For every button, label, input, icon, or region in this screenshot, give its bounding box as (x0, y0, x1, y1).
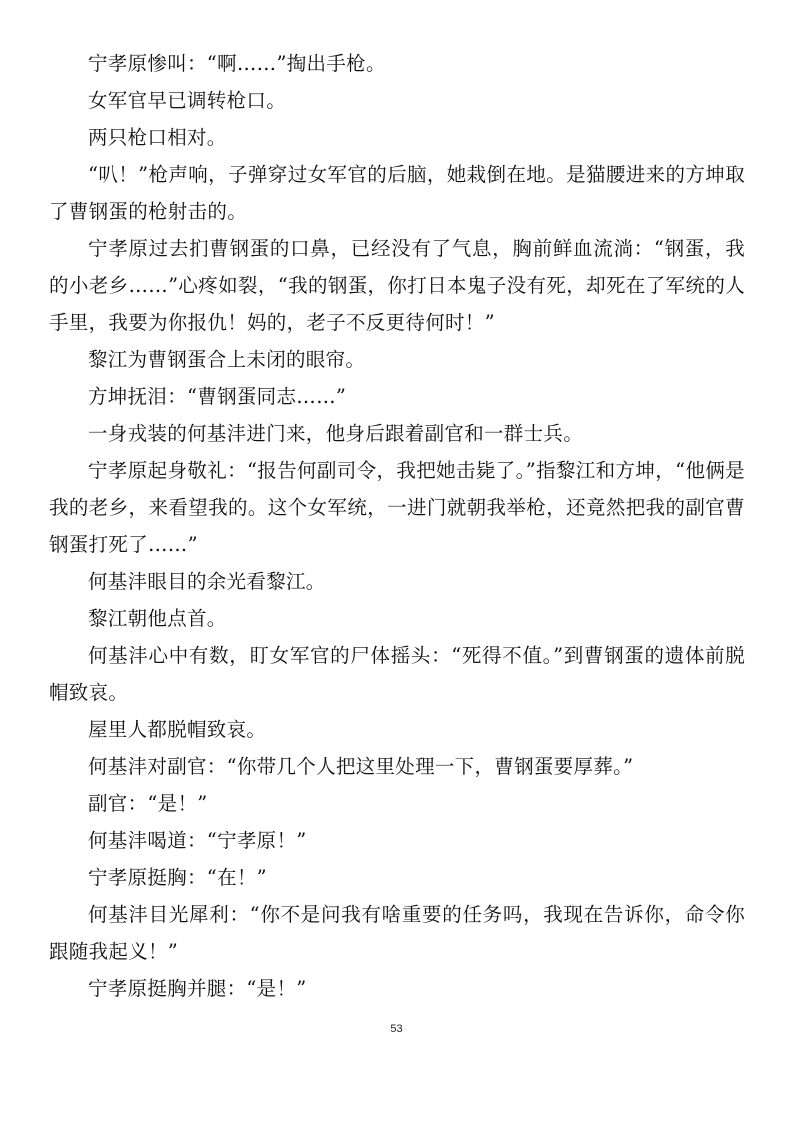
paragraph: 屋里人都脱帽致哀。 (88, 718, 267, 741)
paragraph: “叭！”枪声响，子弹穿过女军官的后脑，她栽倒在地。是猫腰进来的方坤取了曹钢蛋的枪射击的。 (49, 163, 745, 223)
paragraph: 何基沣眼目的余光看黎江。 (88, 570, 326, 593)
paragraph: 何基沣喝道：“宁孝原！” (88, 829, 307, 852)
paragraph: 副官：“是！” (88, 792, 208, 815)
paragraph: 宁孝原起身敬礼：“报告何副司令，我把她击毙了。”指黎江和方坤，“他俩是我的老乡，来看望我的。这个女军统，一进门就朝我举枪，还竟然把我的副官曹钢蛋打死了……” (49, 459, 745, 556)
paragraph: 宁孝原惨叫：“啊……”掏出手枪。 (88, 52, 386, 75)
paragraph: 黎江朝他点首。 (88, 607, 227, 630)
paragraph: 何基沣心中有数，盯女军官的尸体摇头：“死得不值。”到曹钢蛋的遗体前脱帽致哀。 (49, 644, 745, 704)
page-body (49, 45, 745, 1007)
paragraph: 两只枪口相对。 (88, 126, 227, 149)
paragraph: 方坤抚泪：“曹钢蛋同志……” (88, 385, 347, 408)
paragraph: 宁孝原过去扪曹钢蛋的口鼻，已经没有了气息，胸前鲜血流淌：“钢蛋，我的小老乡……”心疼如裂，“我的钢蛋，你打日本鬼子没有死，却死在了军统的人手里，我要为你报仇！妈的，老子不反更待何时！” (49, 237, 745, 334)
page-number: 53 (390, 1023, 403, 1035)
paragraph: 一身戎装的何基沣进门来，他身后跟着副官和一群士兵。 (88, 422, 584, 445)
paragraph: 何基沣对副官：“你带几个人把这里处理一下，曹钢蛋要厚葬。” (88, 755, 634, 778)
paragraph: 女军官早已调转枪口。 (88, 89, 287, 112)
paragraph: 何基沣目光犀利：“你不是问我有啥重要的任务吗，我现在告诉你，命令你跟随我起义！” (49, 903, 745, 963)
paragraph: 宁孝原挺胸并腿：“是！” (88, 977, 307, 1000)
paragraph: 宁孝原挺胸：“在！” (88, 866, 267, 889)
paragraph: 黎江为曹钢蛋合上未闭的眼帘。 (88, 348, 366, 371)
